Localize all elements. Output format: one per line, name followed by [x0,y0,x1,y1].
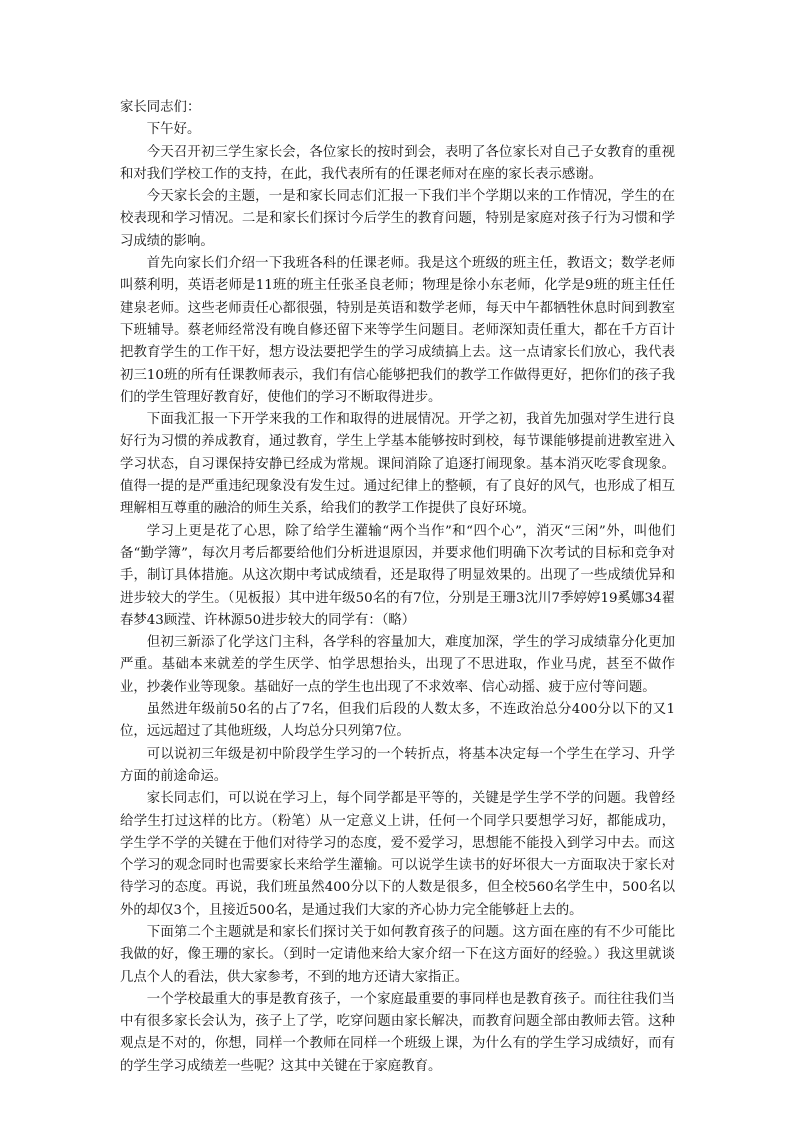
paragraph-greeting: 下午好。 [146,122,201,138]
salutation: 家长同志们： [120,100,201,115]
paragraph-themes: 今天家长会的主题，一是和家长同志们汇报一下我们半个学期以来的工作情况，学生的在校表现和学习情况。二是和家长们探讨今后学生的教育问题，特别是家庭对孩子行为习惯和学习成绩的影响。 [120,189,675,249]
paragraph-work-report: 下面我汇报一下开学来我的工作和取得的进展情况。开学之初，我首先加强对学生进行良好行为习惯的养成教育，通过教育，学生上学基本能够按时到校，每节课能够提前进教室进入学习状态，自习课保持安静已经成为常规。课间消除了追逐打闹现象。基本消灭吃零食现象。值得一提的是严重违纪现象没有发生过。通过纪律上的整顿，有了良好的风气，也形成了相互理解相互尊重的融洽的师生关系，给我们的教学工作提供了良好环境。 [120,412,675,517]
paragraph-teachers: 首先向家长们介绍一下我班各科的任课老师。我是这个班级的班主任，教语文；数学老师叫蔡利明，英语老师是11班的班主任张圣良老师；物理是徐小东老师，化学是9班的班主任任建泉老师。这些老师责任心都很强，特别是英语和数学老师，每天中午都牺牲休息时间到教室下班辅导。蔡老师经常没有晚自修还留下来等学生问题目。老师深知责任重大，都在千方百计把教育学生的工作干好，想方设法要把学生的学习成绩搞上去。这一点请家长们放心，我代表初三10班的所有任课教师表示，我们有信心能够把我们的教学工作做得更好，把你们的孩子我们的学生管理好教育好，使他们的学习不断取得进步。 [120,256,675,405]
paragraph-turning-point: 可以说初三年级是初中阶段学生学习的一个转折点，将基本决定每一个学生在学习、升学方面的前途命运。 [120,746,675,784]
paragraph-chemistry-problems: 但初三新添了化学这门主科，各学科的容量加大，难度加深，学生的学习成绩靠分化更加严重。基础本来就差的学生厌学、怕学思想抬头，出现了不思进取，作业马虎，甚至不做作业，抄袭作业等现象。基础好一点的学生也出现了不求效率、信心动摇、疲于应付等问题。 [120,635,675,695]
document-page [120,97,675,1078]
paragraph-equality: 家长同志们，可以说在学习上，每个同学都是平等的，关键是学生学不学的问题。我曾经给学生打过这样的比方。（粉笔）从一定意义上讲，任何一个同学只要想学习好，都能成功，学生学不学的关键在于他们对待学习的态度，爱不爱学习，思想能不能投入到学习中去。而这个学习的观念同时也需要家长来给学生灌输。可以说学生读书的好坏很大一方面取决于家长对待学习的态度。再说，我们班虽然400分以下的人数是很多，但全校560名学生中，500名以外的却仅3个，且接近500名，是通过我们大家的齐心协力完全能够赶上去的。 [120,791,675,918]
paragraph-family-education: 一个学校最重大的事是教育孩子，一个家庭最重要的事同样也是教育孩子。而往往我们当中有很多家长会认为，孩子上了学，吃穿问题由家长解决，而教育问题全部由教师去管。这种观点是不对的，你想，同样一个教师在同样一个班级上课，为什么有的学生学习成绩好，而有的学生学习成绩差一些呢？这其中关键在于家庭教育。 [120,991,675,1074]
paragraph-second-theme: 下面第二个主题就是和家长们探讨关于如何教育孩子的问题。这方面在座的有不少可能比我做的好，像王珊的家长。（到时一定请他来给大家介绍一下在这方面好的经验。）我这里就谈几点个人的看法，供大家参考，不到的地方还请大家指正。 [120,924,675,985]
paragraph-opening: 今天召开初三学生家长会，各位家长的按时到会，表明了各位家长对自己子女教育的重视和对我们学校工作的支持，在此，我代表所有的任课老师对在座的家长表示感谢。 [120,144,675,182]
paragraph-ranking: 虽然进年级前50名的占了7名，但我们后段的人数太多，不连政治总分400分以下的又1位，远远超过了其他班级，人均总分只列第7位。 [120,702,675,740]
paragraph-study-results: 学习上更是花了心思，除了给学生灌输“两个当作”和“四个心”，消灭“三闲”外，叫他们备“勤学簿”，每次月考后都要给他们分析进退原因，并要求他们明确下次考试的目标和竞争对手，制订具体措施。从这次期中考试成绩看，还是取得了明显效果的。出现了一些成绩优异和进步较大的学生。（见板报）其中进年级50名的有7位，分别是王珊3沈川7季婷婷19奚娜34翟春梦43顾滢、许林源50进步较大的同学有：（略） [120,523,675,628]
